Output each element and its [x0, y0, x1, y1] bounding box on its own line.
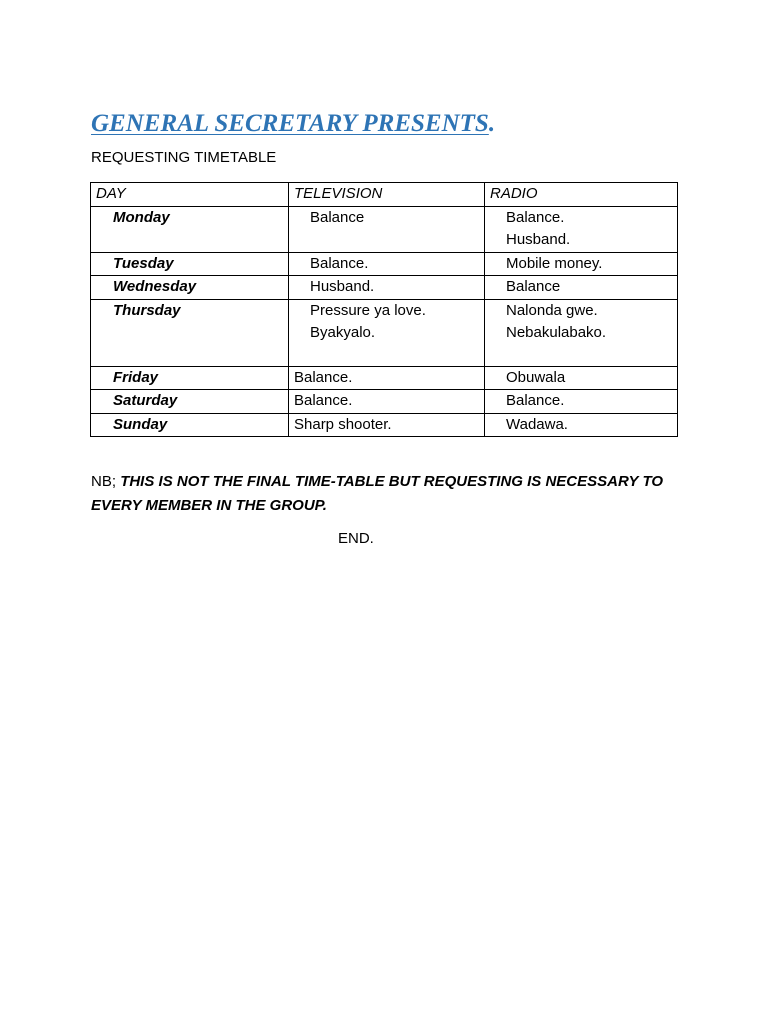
- title-text: GENERAL SECRETARY PRESENTS: [91, 110, 489, 137]
- table-row: [91, 413, 678, 437]
- television-program: Balance.: [310, 254, 369, 272]
- radio-program: Husband.: [506, 231, 571, 248]
- television-program: Pressure ya love.: [310, 301, 426, 319]
- day-cell: Monday: [91, 206, 289, 252]
- note-prefix: NB;: [91, 473, 117, 490]
- television-program: Balance.: [294, 392, 353, 409]
- day-cell: Saturday: [91, 390, 289, 414]
- day-cell: Friday: [91, 366, 289, 390]
- radio-cell: [485, 366, 678, 390]
- table-row: [91, 299, 678, 366]
- radio-program: Balance: [506, 278, 561, 295]
- table-row: [91, 366, 678, 390]
- timetable: [90, 182, 678, 437]
- table-row: [91, 206, 678, 252]
- header-day: DAY: [91, 183, 289, 207]
- television-cell: [289, 413, 485, 437]
- television-program: Balance: [310, 208, 365, 226]
- note-text: THIS IS NOT THE FINAL TIME-TABLE BUT REQUESTING IS NECESSARY TO EVERY MEMBER IN THE GROUP.: [91, 473, 664, 514]
- document-title: [91, 110, 495, 138]
- table-row: [91, 252, 678, 276]
- radio-program: Nebakulabako.: [506, 324, 607, 341]
- day-cell: Sunday: [91, 413, 289, 437]
- radio-cell: [485, 206, 678, 252]
- television-cell: [289, 390, 485, 414]
- radio-program: Obuwala: [506, 368, 566, 386]
- table-header-row: [91, 183, 678, 207]
- television-cell: [289, 366, 485, 390]
- table-row: [91, 390, 678, 414]
- television-cell: [289, 206, 485, 252]
- radio-cell: [485, 299, 678, 366]
- end-label: END.: [338, 530, 374, 547]
- television-cell: [289, 299, 485, 366]
- radio-program: Nalonda gwe.: [506, 301, 598, 319]
- radio-program: Balance.: [506, 392, 565, 409]
- television-program: Husband.: [310, 278, 375, 295]
- radio-program: Wadawa.: [506, 415, 568, 433]
- radio-program: Mobile money.: [506, 254, 603, 272]
- day-cell: Wednesday: [91, 276, 289, 300]
- radio-cell: [485, 390, 678, 414]
- radio-cell: [485, 252, 678, 276]
- television-cell: [289, 252, 485, 276]
- header-television: TELEVISION: [289, 183, 485, 207]
- header-radio: RADIO: [485, 183, 678, 207]
- television-program: Sharp shooter.: [294, 415, 392, 433]
- table-row: [91, 276, 678, 300]
- note-paragraph: [91, 470, 691, 518]
- radio-program: Balance.: [506, 208, 565, 226]
- day-cell: Thursday: [91, 299, 289, 366]
- title-suffix: .: [488, 110, 496, 137]
- day-cell: Tuesday: [91, 252, 289, 276]
- television-program: Byakyalo.: [310, 324, 376, 341]
- radio-cell: [485, 413, 678, 437]
- radio-cell: [485, 276, 678, 300]
- document-subtitle: REQUESTING TIMETABLE: [91, 149, 277, 166]
- television-program: Balance.: [294, 368, 353, 386]
- television-cell: [289, 276, 485, 300]
